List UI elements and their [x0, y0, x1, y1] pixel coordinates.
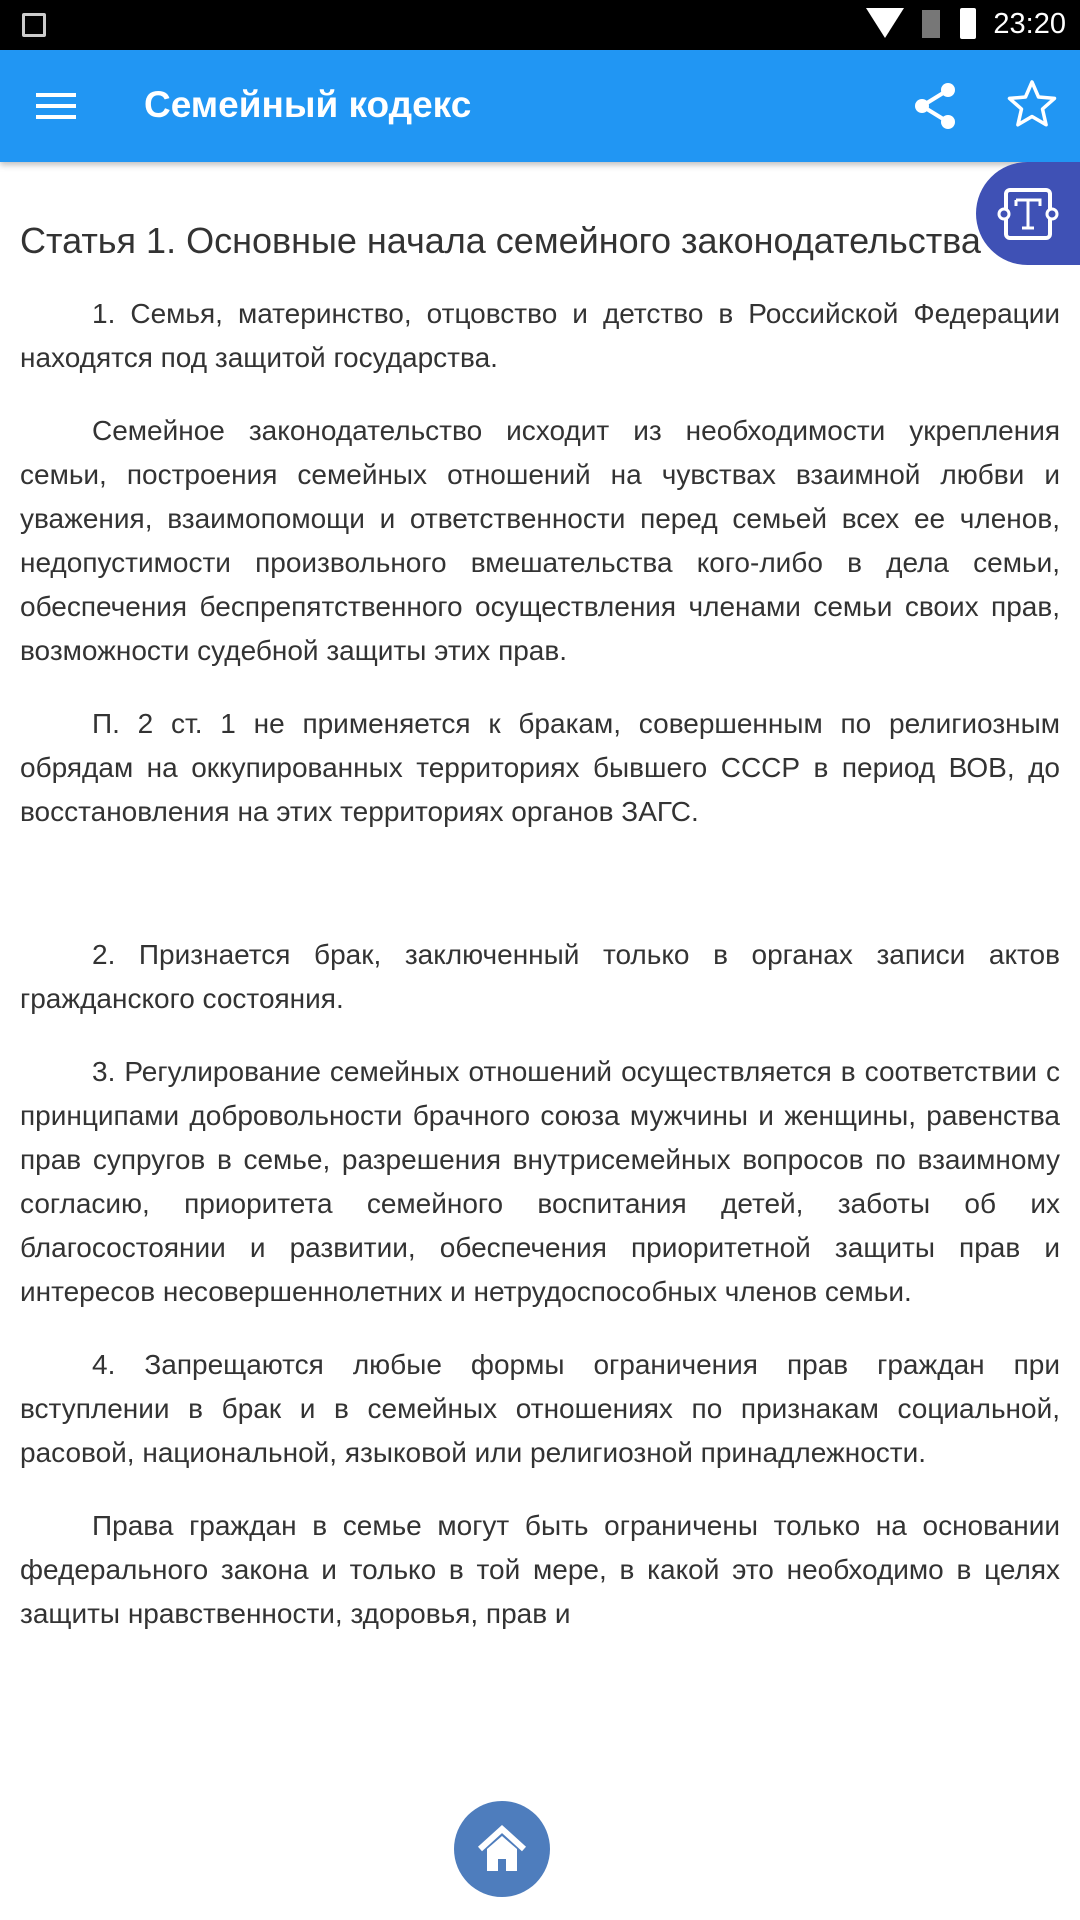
page-title: Семейный кодекс	[144, 84, 472, 125]
paragraph: Семейное законодательство исходит из необходимости укрепления семьи, построения семейных отношений на чувствах взаимной любви и уважения, взаимопомощи и ответственности перед семьей всех ее членов, недопустимости произвольного вмешательства кого-либо в дела семьи, обеспечения беспрепятственного осуществления членами семьи своих прав, возможности судебной защиты этих прав.	[20, 415, 1060, 666]
wifi-icon	[866, 8, 904, 38]
paragraph: 3. Регулирование семейных отношений осуществляется в соответствии с принципами добровольности брачного союза мужчины и женщины, равенства прав супругов в семье, разрешения внутрисемейных вопросов по взаимному согласию, приоритета семейного воспитания детей, заботы об их благосостоянии и развитии, обеспечения приоритетной защиты прав и интересов несовершеннолетних и нетрудоспособных членов семьи.	[20, 1056, 1060, 1307]
clock: 23:20	[993, 8, 1066, 40]
text-format-icon	[996, 186, 1060, 242]
paragraph: П. 2 ст. 1 не применяется к бракам, совершенным по религиозным обрядам на оккупированных территориях бывшего СССР в период ВОВ, до восстановления на этих территориях органов ЗАГС.	[20, 708, 1060, 827]
home-button[interactable]	[454, 1801, 550, 1897]
battery-charging-icon	[960, 8, 976, 39]
star-favorite-icon[interactable]	[1004, 76, 1060, 132]
image-notification-icon	[22, 13, 46, 37]
paragraph: 1. Семья, материнство, отцовство и детство в Российской Федерации находятся под защитой государства.	[20, 298, 1060, 373]
status-bar	[0, 0, 1080, 50]
paragraph: 4. Запрещаются любые формы ограничения прав граждан при вступлении в брак и в семейных отношениях по признакам социальной, расовой, национальной, языковой или религиозной принадлежности.	[20, 1349, 1060, 1468]
paragraph: 2. Признается брак, заключенный только в органах записи актов гражданского состояния.	[20, 939, 1060, 1014]
home-icon	[476, 1823, 528, 1875]
article-heading: Статья 1. Основные начала семейного законодательства	[20, 220, 981, 261]
no-signal-icon	[922, 10, 940, 38]
menu-icon[interactable]	[36, 93, 76, 119]
paragraph: Права граждан в семье могут быть ограничены только на основании федерального закона и только в той мере, в какой это необходимо в целях защиты нравственности, здоровья, прав и	[20, 1510, 1060, 1629]
app-bar	[0, 50, 1080, 162]
article-content	[20, 162, 1060, 1636]
text-size-button[interactable]	[976, 162, 1080, 265]
share-icon[interactable]	[908, 78, 964, 134]
